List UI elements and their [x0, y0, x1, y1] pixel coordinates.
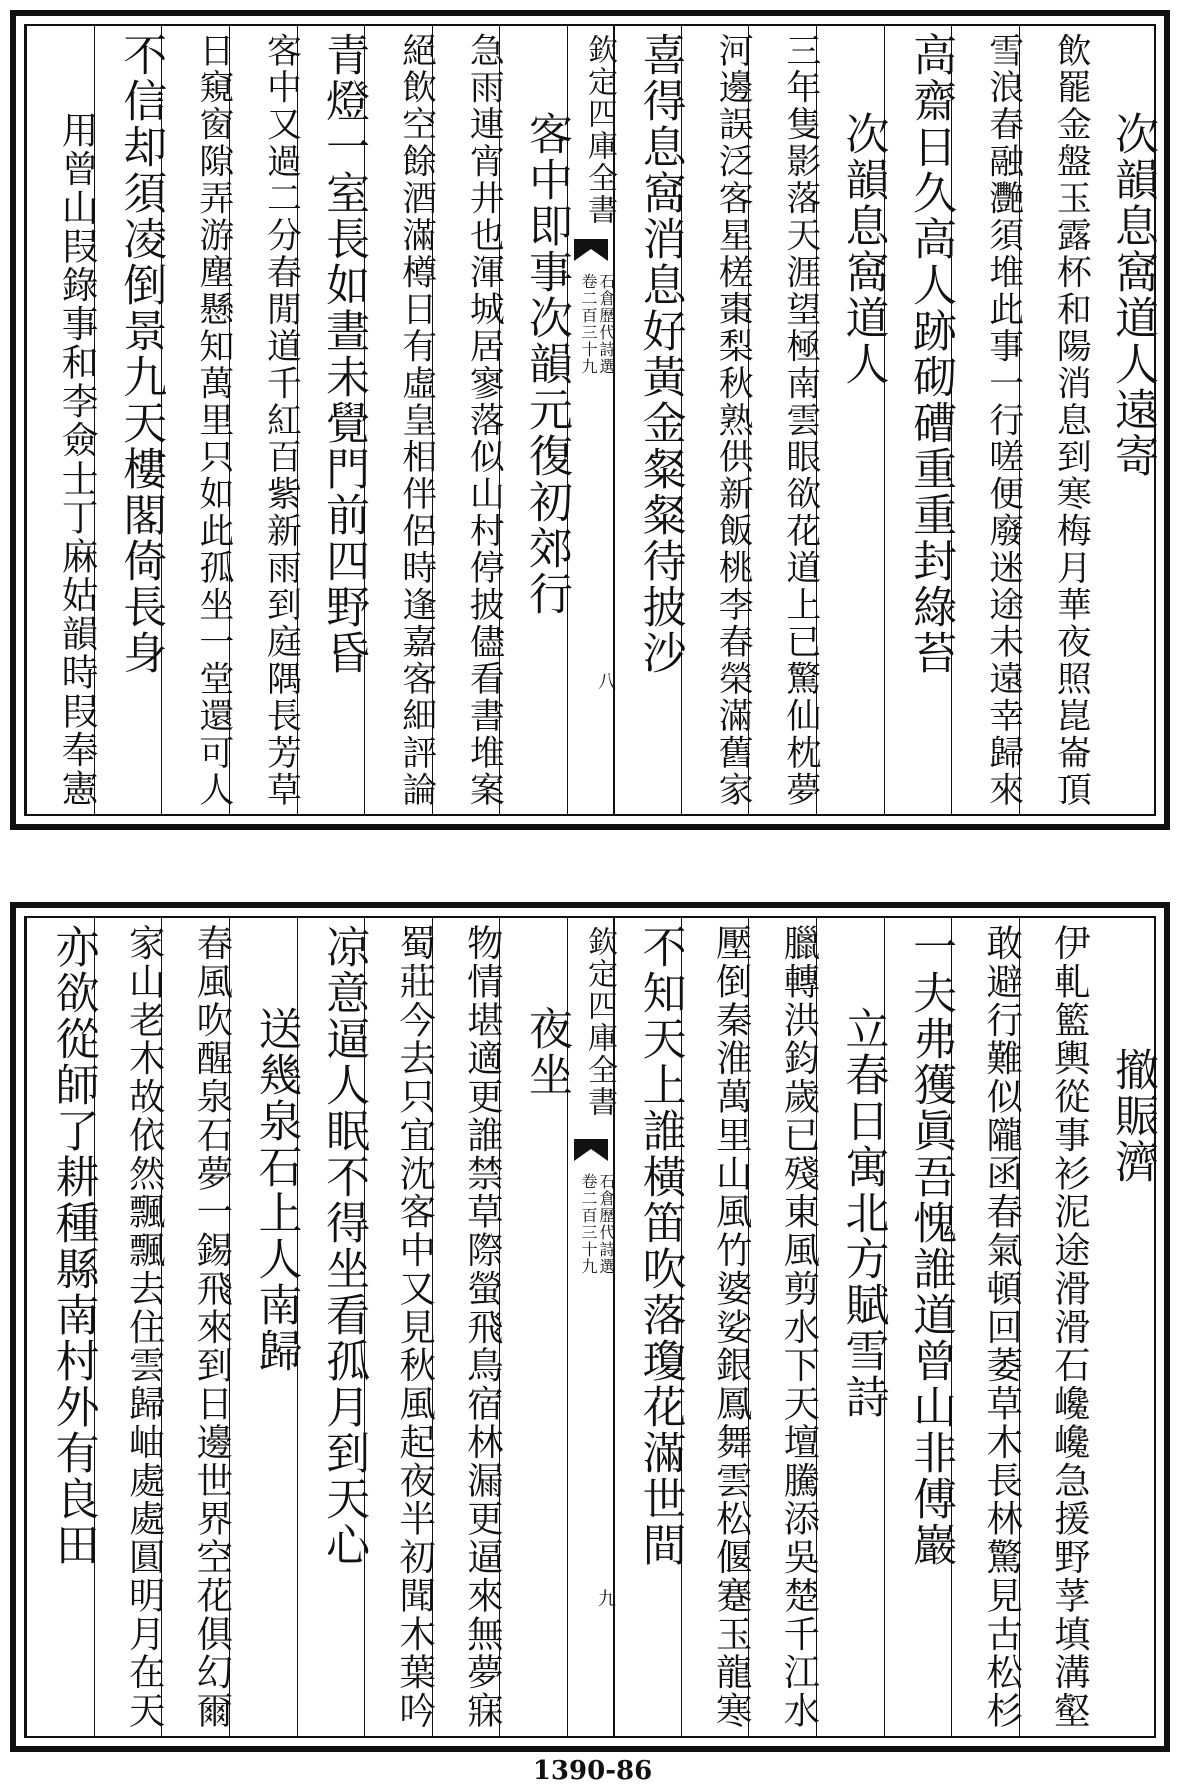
verse-line: 客中即事次韻元復初郊行: [521, 110, 572, 617]
left-column: [26, 26, 99, 814]
verse-line: 次韻息窩道人: [837, 110, 889, 387]
right-column: [884, 26, 957, 814]
leaf-number: 八: [595, 672, 616, 693]
left-column: [499, 918, 572, 1736]
verse-line: 春風吹醒泉石夢一錫飛來到日邊世界空花俱幻爾: [190, 924, 234, 1730]
verse-line: 客中又過二分春閒道千紅百紫新雨到庭隅長芳草: [260, 32, 301, 808]
verse-line: 次韻息窩道人遠寄: [1107, 110, 1158, 479]
right-column: [816, 26, 889, 814]
right-column: [681, 918, 754, 1736]
left-column: [161, 26, 233, 814]
right-column: [951, 26, 1023, 814]
left-column: [94, 26, 167, 814]
left-column: [229, 26, 301, 814]
verse-line: 敢避行難似隴函春氣頓回萎草木長林驚見古松杉: [980, 924, 1024, 1730]
verse-line: 撤賑濟: [1107, 1046, 1158, 1185]
right-column: [748, 918, 821, 1736]
left-column: [229, 918, 302, 1736]
leaf-number: 九: [595, 1588, 616, 1609]
left-column: [432, 26, 504, 814]
verse-line: 飲罷金盤玉露杯和陽消息到寒梅月華夜照崑崙頂: [1050, 32, 1091, 808]
left-column: [364, 918, 437, 1736]
right-column: [816, 918, 889, 1736]
verse-line: 一夫弗獲眞吾愧誰道曾山非傅巖: [905, 924, 957, 1568]
anthology-name: 石倉歷代詩選: [597, 272, 616, 375]
verse-line: 高齋日久高人跡砌𥕢重重封綠苔: [905, 32, 957, 676]
volume-number: 卷二百三十九: [579, 1172, 598, 1275]
top-page-frame: [24, 24, 1156, 816]
fishtail-mark-icon: [574, 239, 608, 261]
verse-line: 雪浪春融灧須堆此事一行嗟便廢迷途未遠幸歸來: [982, 32, 1023, 808]
right-column: [613, 26, 686, 814]
bottom-page-frame: [24, 916, 1156, 1738]
center-fold-strip: [567, 918, 615, 1736]
page-number-caption: 1390-86: [532, 1756, 653, 1786]
verse-line: 伊軋籃輿從事衫泥途滑滑石巉巉急援野莩填溝壑: [1048, 924, 1092, 1730]
anthology-name: 石倉歷代詩選: [597, 1172, 616, 1275]
verse-line: 立春日寓北方賦雪詩: [837, 1005, 889, 1420]
verse-line: 喜得息窩消息好黃金粲粲待披沙: [634, 32, 686, 676]
verse-line: 物情堪適更誰禁草際螢飛鳥宿林漏更逼來無夢寐: [461, 924, 505, 1730]
right-column: [884, 918, 957, 1736]
verse-line: 青燈一室長如晝未覺門前四野昏: [318, 32, 370, 676]
right-column: [1019, 26, 1091, 814]
verse-line: 絕飲空餘酒滿樽日有虛皇相伴侶時逢嘉客細評論: [395, 32, 436, 808]
left-column: [297, 918, 370, 1736]
verse-line: 不信却須凌倒景九天樓閣倚長身: [115, 32, 167, 676]
collection-title: 欽定四庫全書: [582, 926, 617, 1118]
right-column: [951, 918, 1024, 1736]
right-column: [1086, 918, 1158, 1736]
fishtail-mark-icon: [574, 1139, 608, 1161]
right-column: [1019, 918, 1092, 1736]
verse-line: 三年隻影落天涯望極南雲眼欲花道上已驚仙枕夢: [779, 32, 820, 808]
verse-line: 急雨連宵井也渾城居寥落似山村停披儘看書堆案: [463, 32, 504, 808]
verse-line: 河邊誤泛客星槎棗梨秋熟供新飯桃李春榮滿舊家: [712, 32, 753, 808]
verse-line: 蜀莊今去只宜沈客中又見秋風起夜半初聞木葉吟: [393, 924, 437, 1730]
verse-line: 用曾山叚錄事和李僉士丁麻姑韻時叚奉憲: [55, 110, 99, 808]
verse-line: 夜坐: [521, 1005, 572, 1098]
left-column: [26, 918, 99, 1736]
left-column: [364, 26, 436, 814]
verse-line: 亦欲從師了耕種縣南村外有良田: [47, 924, 99, 1568]
bottom-page: [10, 902, 1170, 1752]
verse-line: 日窺窗隙弄游塵懸知萬里只如此孤坐一堂還可人: [192, 32, 233, 808]
collection-title: 欽定四庫全書: [582, 34, 617, 226]
center-fold-strip: [567, 26, 615, 814]
volume-number: 卷二百三十九: [579, 272, 598, 375]
verse-line: 壓倒秦淮萬里山風竹婆娑銀鳳舞雲松偃蹇玉龍寒: [710, 924, 754, 1730]
left-column: [161, 918, 234, 1736]
left-column: [432, 918, 505, 1736]
verse-line: 家山老木故依然飄飄去住雲歸岫處處圓明月在天: [123, 924, 167, 1730]
right-column: [1086, 26, 1158, 814]
right-column: [681, 26, 753, 814]
right-column: [613, 918, 686, 1736]
right-column: [748, 26, 820, 814]
left-column: [499, 26, 572, 814]
verse-line: 凉意逼人眠不得坐看孤月到天心: [318, 924, 370, 1568]
verse-line: 送幾泉石上人南歸: [250, 1005, 302, 1374]
left-column: [297, 26, 370, 814]
top-page: [10, 10, 1170, 830]
verse-line: 臘轉洪鈞歲已殘東風剪水下天壇騰添吳楚千江水: [777, 924, 821, 1730]
verse-line: 不知天上誰橫笛吹落瓊花滿世間: [634, 924, 686, 1568]
left-column: [94, 918, 167, 1736]
